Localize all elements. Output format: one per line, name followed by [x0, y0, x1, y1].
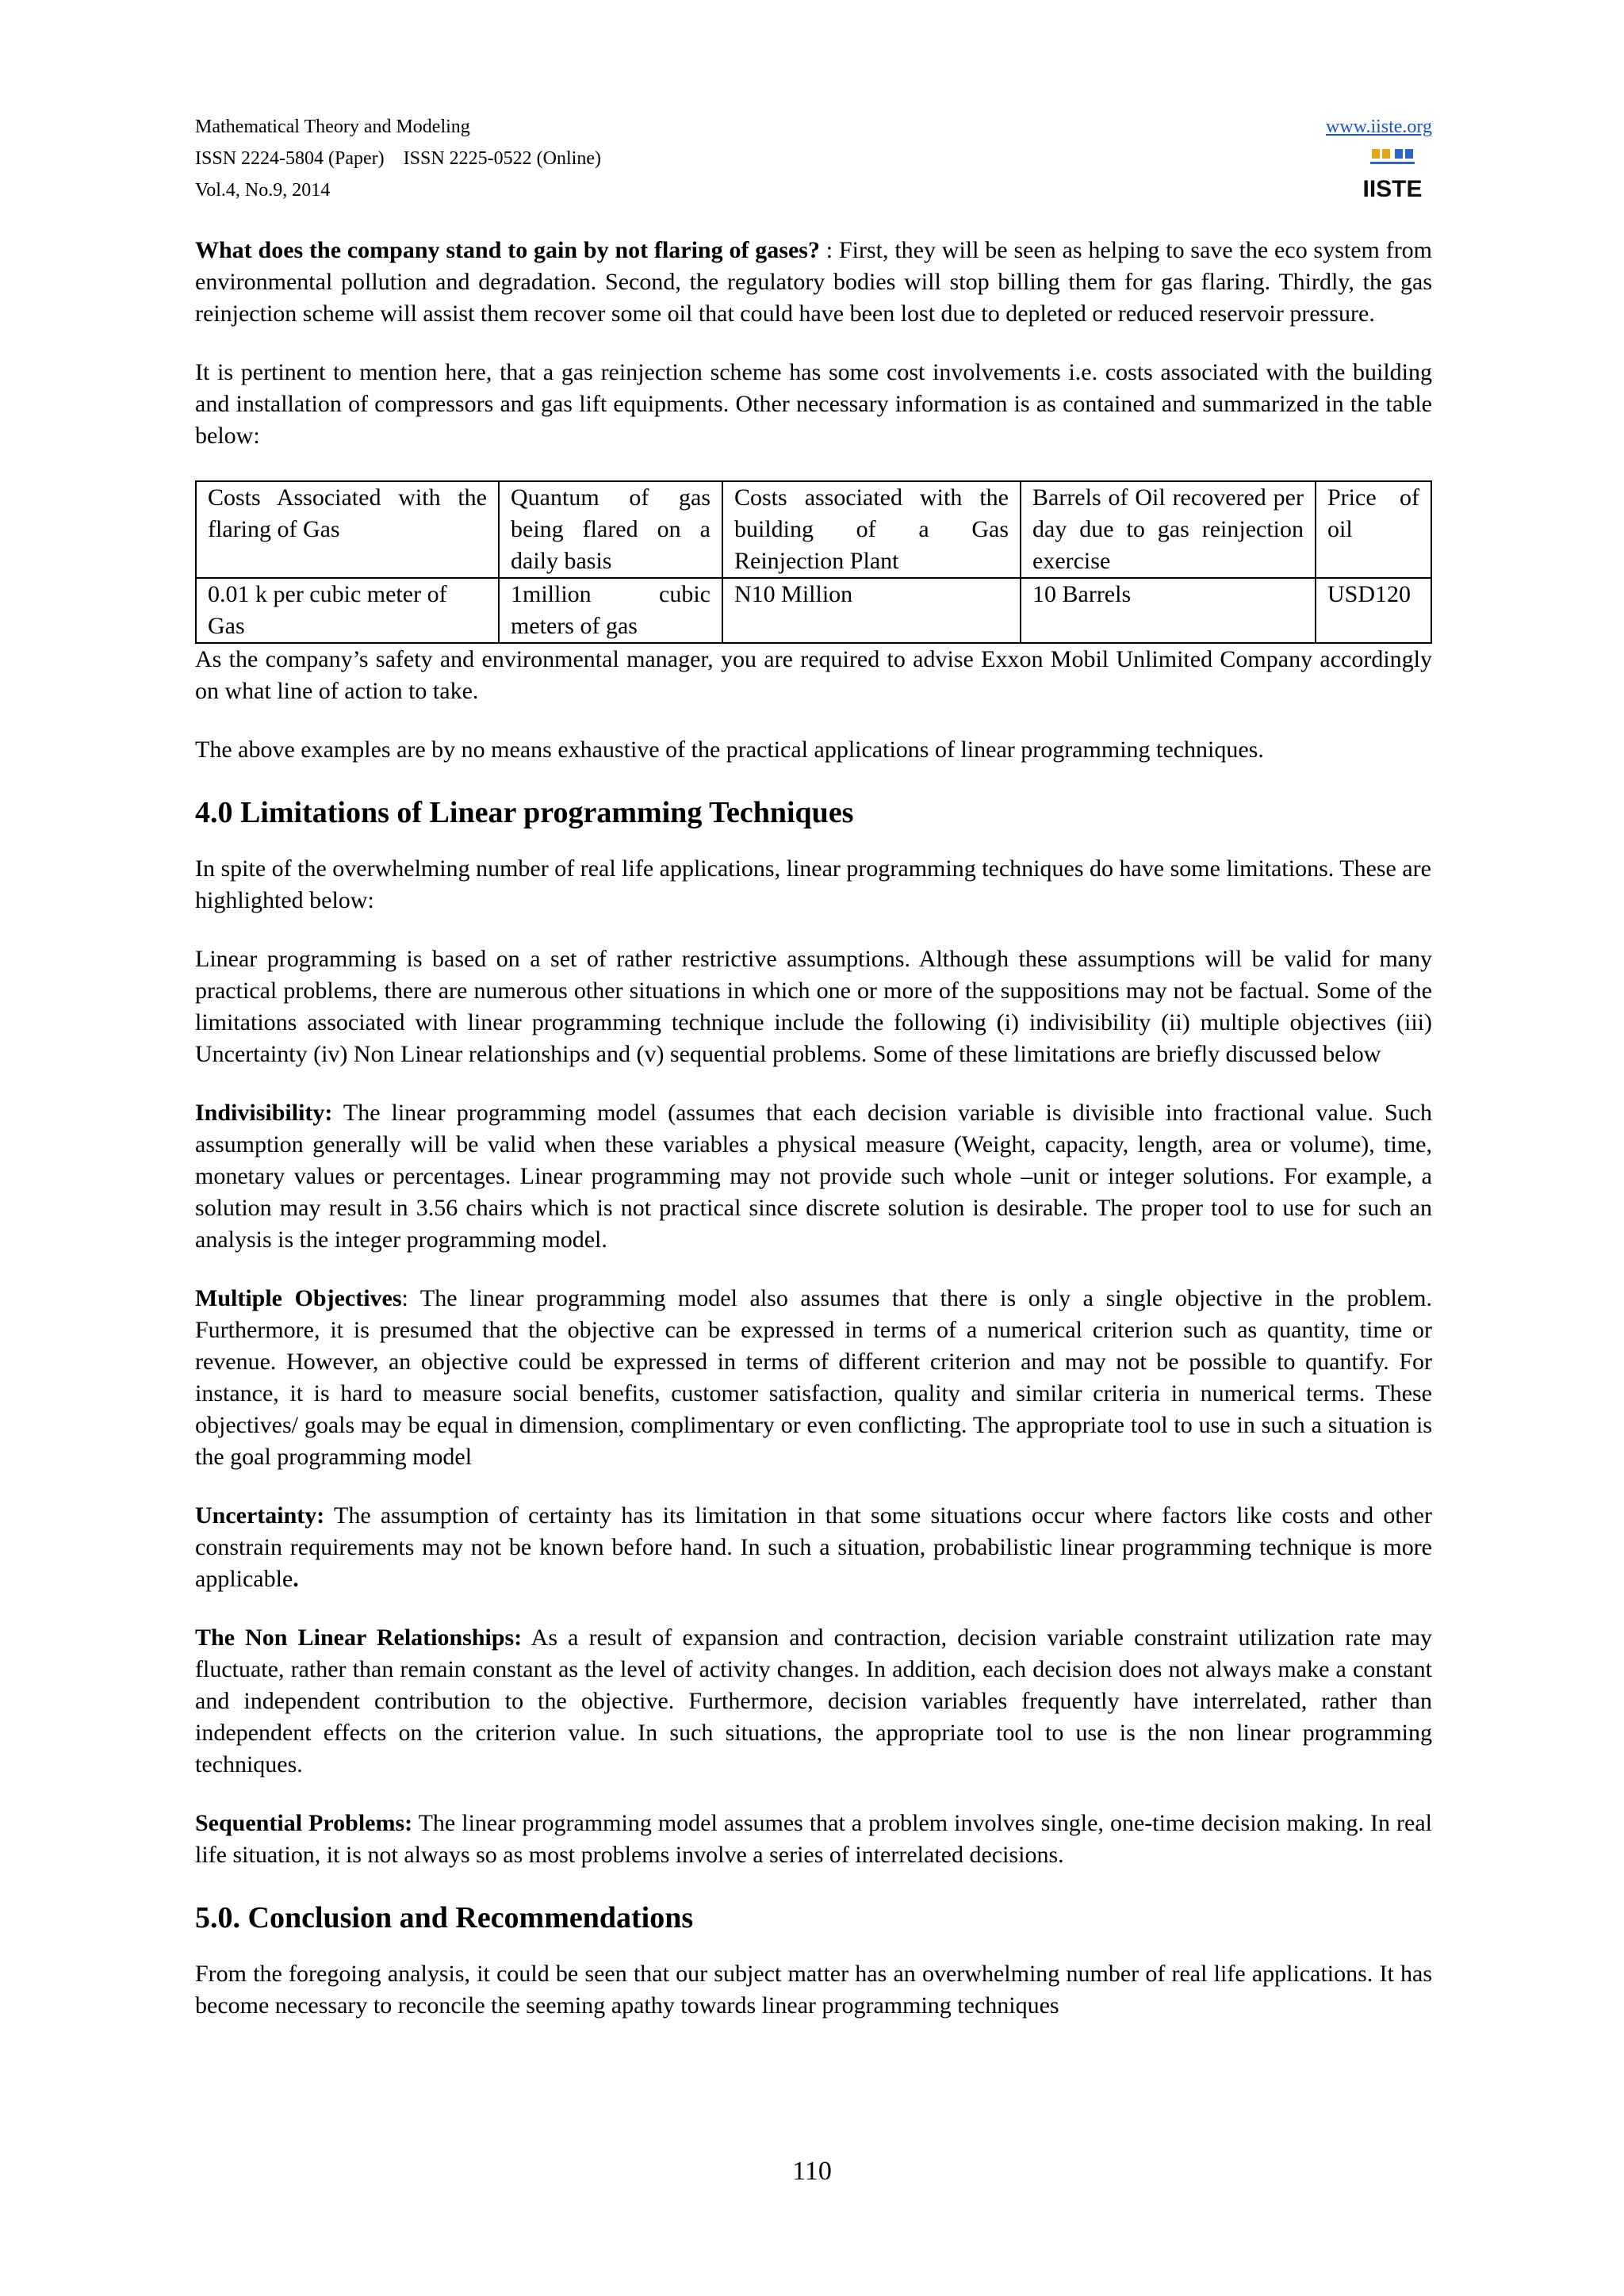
- gas-cost-table: [195, 480, 1432, 644]
- table-cell: N10 Million: [722, 578, 1021, 643]
- assumptions-paragraph: Linear programming is based on a set of rather restrictive assumptions. Although these assumptions will be valid for many practical problems, there are numerous other situations in which one or more of the suppositions may not be factual. Some of the limitations associated with linear programming technique include the following (i) indivisibility (ii) multiple objectives (iii) Uncertainty (iv) Non Linear relationships and (v) sequential problems. Some of these limitations are briefly discussed below: [195, 946, 1432, 1067]
- indivisibility-term: Indivisibility:: [195, 1100, 333, 1126]
- website-link[interactable]: www.iiste.org: [1326, 117, 1432, 137]
- sequential-text: The linear programming model assumes that a problem involves single, one-time decision making. In real life situation, it is not always so as most problems involve a series of interrelated decisions.: [195, 1810, 1432, 1868]
- page-header: [195, 111, 1432, 214]
- uncertainty-term: Uncertainty:: [195, 1502, 325, 1529]
- table-header-cell: Barrels of Oil recovered per day due to gas reinjection exercise: [1021, 481, 1316, 578]
- page-content: [195, 235, 1432, 2022]
- limitations-intro: In spite of the overwhelming number of real life applications, linear programming techniques do have some limitations. These are highlighted below:: [195, 855, 1431, 913]
- table-cell: USD120: [1316, 578, 1431, 643]
- indivisibility-paragraph: [195, 1097, 1432, 1256]
- table-header-cell: Costs associated with the building of a Gas Reinjection Plant: [722, 481, 1021, 578]
- nonlinear-paragraph: [195, 1622, 1432, 1781]
- uncertainty-period: .: [293, 1566, 299, 1592]
- examples-note: The above examples are by no means exhaustive of the practical applications of linear programming techniques.: [195, 737, 1264, 763]
- table-header-cell: Costs Associated with the flaring of Gas: [196, 481, 499, 578]
- nonlinear-text: As a result of expansion and contraction, decision variable constraint utilization rate may fluctuate, rather than remain constant as the level of activity changes. In addition, each decision does not always make a constant and independent contribution to the objective. Furthermore, decision variables frequently have interrelated, rather than independent effects on the criterion value. In such situations, the appropriate tool to use is the non linear programming techniques.: [195, 1624, 1432, 1777]
- table-header-cell: Price of oil: [1316, 481, 1431, 578]
- issn-line: ISSN 2224-5804 (Paper) ISSN 2225-0522 (Online): [195, 148, 601, 169]
- cost-paragraph: It is pertinent to mention here, that a gas reinjection scheme has some cost involvements i.e. costs associated with the building and installation of compressors and gas lift equipments. Other necessary information is as contained and summarized in the table below:: [195, 359, 1432, 449]
- table-row: [196, 578, 1431, 643]
- volume-line: Vol.4, No.9, 2014: [195, 180, 331, 201]
- table-cell: 0.01 k per cubic meter of Gas: [196, 578, 499, 643]
- table-header-row: [196, 481, 1431, 578]
- table-header-cell: Quantum of gas being flared on a daily basis: [499, 481, 722, 578]
- multiple-objectives-paragraph: [195, 1283, 1432, 1473]
- nonlinear-term: The Non Linear Relationships:: [195, 1624, 523, 1651]
- sequential-term: Sequential Problems:: [195, 1810, 413, 1836]
- sequential-paragraph: [195, 1808, 1432, 1871]
- intro-answer: : First, they will be seen as helping to save the eco system from environmental pollution and degradation. Second, the regulatory bodies will stop billing them for gas flaring. Thirdly, the gas reinjection scheme will assist them recover some oil that could have been lost due to depleted or reduced reservoir pressure.: [195, 237, 1433, 327]
- intro-paragraph: [195, 235, 1432, 330]
- multiple-objectives-term: Multiple Objectives: [195, 1285, 402, 1311]
- intro-question: What does the company stand to gain by not flaring of gases?: [195, 237, 820, 263]
- logo-text: IISTE: [1362, 176, 1423, 202]
- uncertainty-paragraph: [195, 1500, 1432, 1595]
- section-4-heading: 4.0 Limitations of Linear programming Techniques: [195, 796, 854, 829]
- indivisibility-text: The linear programming model (assumes that each decision variable is divisible into fractional value. Such assumption generally will be valid when these variables a physical measure (Weight, capacity, length, area or volume), time, monetary values or percentages. Linear programming may not provide such whole –unit or integer solutions. For example, a solution may result in 3.56 chairs which is not practical since discrete solution is desirable. The proper tool to use for such an analysis is the integer programming model.: [195, 1100, 1432, 1253]
- uncertainty-text: The assumption of certainty has its limitation in that some situations occur where factors like costs and other constrain requirements may not be known before hand. In such a situation, probabilistic linear programming technique is more applicable: [195, 1502, 1432, 1592]
- iiste-logo: [1362, 147, 1423, 208]
- table-cell: 1million cubic meters of gas: [499, 578, 722, 643]
- advice-paragraph: As the company’s safety and environmental manager, you are required to advise Exxon Mobil Unlimited Company accordingly on what line of action to take.: [195, 646, 1432, 704]
- page-number: 110: [792, 2156, 832, 2186]
- multiple-objectives-text: : The linear programming model also assumes that there is only a single objective in the problem. Furthermore, it is presumed that the objective can be expressed in terms of a numerical criterion such as quantity, time or revenue. However, an objective could be expressed in terms of different criterion and may not be possible to quantify. For instance, it is hard to measure social benefits, customer satisfaction, quality and similar criteria in numerical terms. These objectives/ goals may be equal in dimension, complimentary or even conflicting. The appropriate tool to use in such a situation is the goal programming model: [195, 1285, 1433, 1470]
- conclusion-paragraph: From the foregoing analysis, it could be seen that our subject matter has an overwhelming number of real life applications. It has become necessary to reconcile the seeming apathy towards linear programming techniques: [195, 1961, 1432, 2019]
- journal-name: Mathematical Theory and Modeling: [195, 117, 470, 137]
- section-5-heading: 5.0. Conclusion and Recommendations: [195, 1901, 694, 1934]
- table-cell: 10 Barrels: [1021, 578, 1316, 643]
